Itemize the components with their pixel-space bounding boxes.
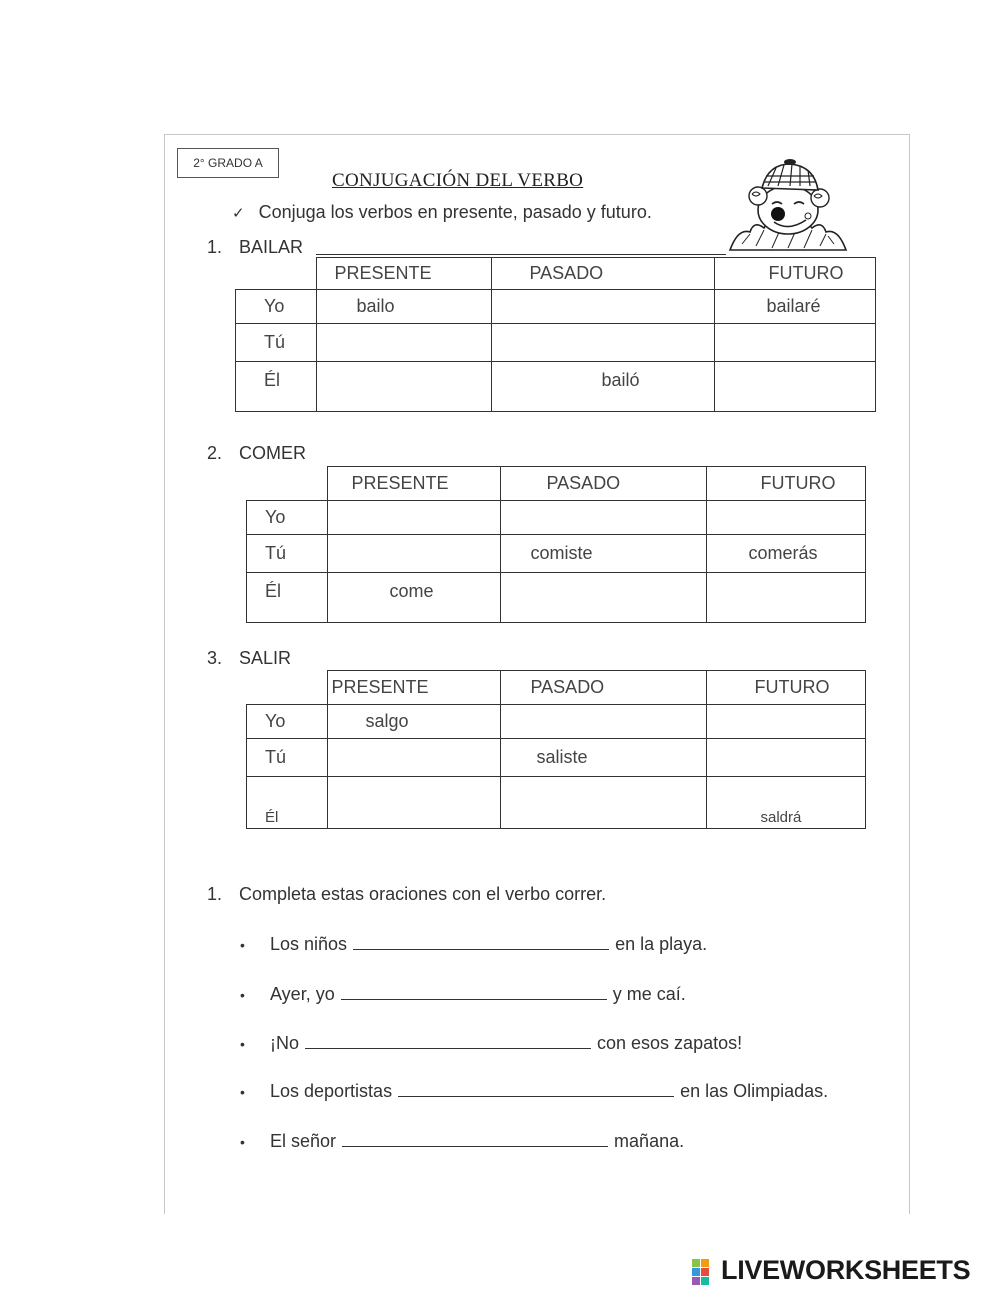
answer-presente[interactable] xyxy=(327,501,500,535)
checkmark-icon: ✓ xyxy=(232,205,245,222)
list-item: • Los deportistas en las Olimpiadas. xyxy=(240,1081,829,1101)
answer-presente[interactable]: come xyxy=(327,573,500,623)
conjugation-table-salir xyxy=(246,670,866,829)
conjugation-table-comer xyxy=(246,466,866,623)
answer-blank[interactable] xyxy=(342,1132,608,1147)
pronoun-cell: Él xyxy=(247,573,328,623)
answer-futuro[interactable] xyxy=(706,573,865,623)
liveworksheets-logo xyxy=(692,1255,970,1286)
instruction xyxy=(232,202,652,223)
answer-futuro[interactable] xyxy=(714,362,875,412)
answer-pasado[interactable] xyxy=(491,290,714,324)
answer-futuro[interactable]: saldrá xyxy=(706,777,865,829)
answer-presente[interactable] xyxy=(327,535,500,573)
verb-heading-2: 2. COMER xyxy=(207,443,306,463)
pronoun-cell: Tú xyxy=(236,324,317,362)
pronoun-cell: Él xyxy=(236,362,317,412)
pronoun-cell: Yo xyxy=(236,290,317,324)
answer-pasado[interactable] xyxy=(500,777,706,829)
header-presente: PRESENTE xyxy=(327,467,500,501)
answer-pasado[interactable] xyxy=(491,324,714,362)
table-row xyxy=(236,290,876,324)
table-corner xyxy=(247,671,328,705)
pronoun-cell: Yo xyxy=(247,501,328,535)
verb-name: BAILAR xyxy=(239,237,304,257)
answer-pasado[interactable]: saliste xyxy=(500,739,706,777)
liveworksheets-logo-icon xyxy=(692,1259,718,1285)
verb-heading-1: 1. BAILAR xyxy=(207,237,304,257)
answer-blank[interactable] xyxy=(341,985,607,1000)
bullet-icon: • xyxy=(240,987,245,1003)
grade-label: 2° GRADO A xyxy=(177,148,279,178)
logo-text: LIVEWORKSHEETS xyxy=(721,1255,971,1285)
table-row xyxy=(236,324,876,362)
table-row xyxy=(247,777,866,829)
header-pasado: PASADO xyxy=(500,467,706,501)
instruction-text: Conjuga los verbos en presente, pasado y futuro. xyxy=(258,202,652,222)
header-futuro: FUTURO xyxy=(706,467,865,501)
list-item: • ¡No con esos zapatos! xyxy=(240,1033,743,1053)
table-row xyxy=(247,573,866,623)
header-presente: PRESENTE xyxy=(327,671,500,705)
table-corner xyxy=(247,467,328,501)
verb-name: COMER xyxy=(239,443,306,463)
table-row xyxy=(247,501,866,535)
pronoun-cell: Él xyxy=(247,777,328,829)
verb-heading-3: 3. SALIR xyxy=(207,648,292,668)
answer-presente[interactable] xyxy=(316,362,491,412)
pronoun-cell: Tú xyxy=(247,739,328,777)
verb-heading-underline xyxy=(316,254,726,255)
answer-futuro[interactable] xyxy=(706,705,865,739)
answer-presente[interactable] xyxy=(327,777,500,829)
list-item: • Los niños en la playa. xyxy=(240,934,708,954)
table-row xyxy=(247,535,866,573)
answer-pasado[interactable] xyxy=(500,501,706,535)
answer-presente[interactable] xyxy=(316,324,491,362)
answer-blank[interactable] xyxy=(305,1034,591,1049)
answer-pasado[interactable]: bailó xyxy=(491,362,714,412)
header-futuro: FUTURO xyxy=(714,258,875,290)
list-item: • Ayer, yo y me caí. xyxy=(240,984,686,1004)
answer-blank[interactable] xyxy=(398,1082,674,1097)
verb-name: SALIR xyxy=(239,648,292,668)
answer-pasado[interactable]: comiste xyxy=(500,535,706,573)
bullet-icon: • xyxy=(240,1084,245,1100)
answer-presente[interactable]: salgo xyxy=(327,705,500,739)
exercise-prompt: 1. Completa estas oraciones con el verbo correr. xyxy=(207,884,607,904)
answer-presente[interactable]: bailo xyxy=(316,290,491,324)
answer-pasado[interactable] xyxy=(500,705,706,739)
bullet-icon: • xyxy=(240,937,245,953)
list-item: • El señor mañana. xyxy=(240,1131,685,1151)
exercise-prompt-text: Completa estas oraciones con el verbo correr. xyxy=(239,884,607,904)
table-row xyxy=(247,705,866,739)
pronoun-cell: Tú xyxy=(247,535,328,573)
header-pasado: PASADO xyxy=(491,258,714,290)
table-corner xyxy=(236,258,317,290)
answer-futuro[interactable] xyxy=(706,739,865,777)
table-row xyxy=(236,362,876,412)
header-pasado: PASADO xyxy=(500,671,706,705)
header-futuro: FUTURO xyxy=(706,671,865,705)
pronoun-cell: Yo xyxy=(247,705,328,739)
answer-blank[interactable] xyxy=(353,935,609,950)
bullet-icon: • xyxy=(240,1036,245,1052)
answer-futuro[interactable] xyxy=(714,324,875,362)
answer-futuro[interactable] xyxy=(706,501,865,535)
answer-presente[interactable] xyxy=(327,739,500,777)
answer-futuro[interactable]: bailaré xyxy=(714,290,875,324)
conjugation-table-bailar xyxy=(235,257,876,412)
worksheet-title: CONJUGACIÓN DEL VERBO xyxy=(332,170,584,191)
table-row xyxy=(247,739,866,777)
header-presente: PRESENTE xyxy=(316,258,491,290)
answer-futuro[interactable]: comerás xyxy=(706,535,865,573)
clown-illustration xyxy=(728,158,848,258)
bullet-icon: • xyxy=(240,1134,245,1150)
answer-pasado[interactable] xyxy=(500,573,706,623)
